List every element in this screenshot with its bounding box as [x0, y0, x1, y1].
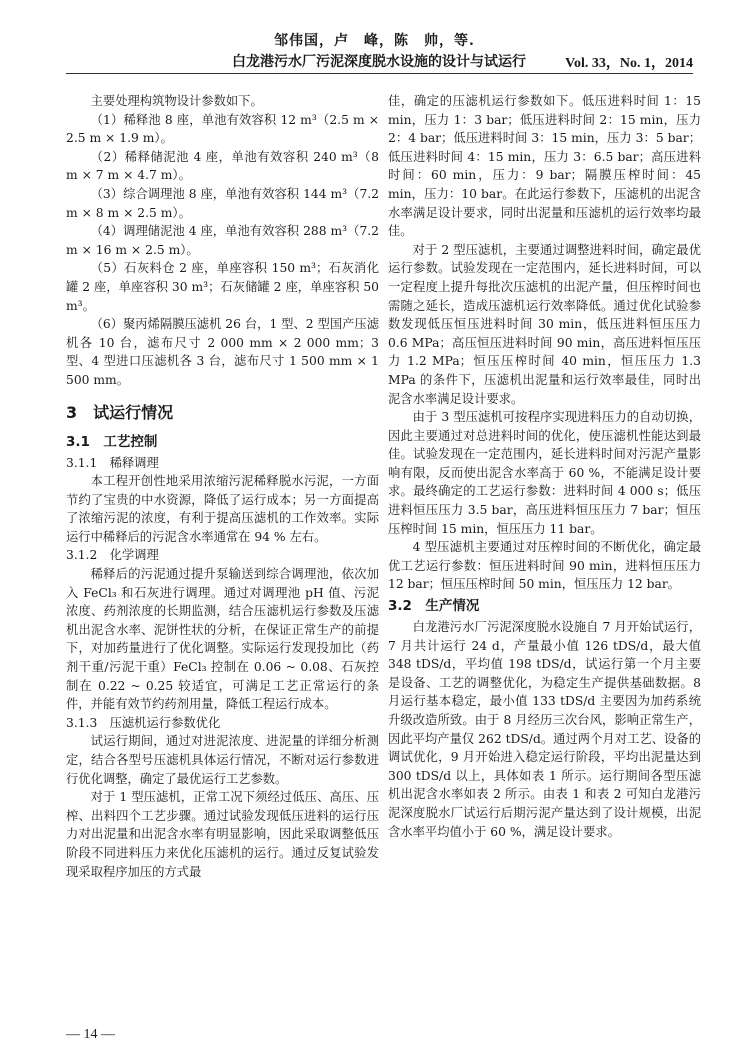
- subsubsection-heading-3-1-2: 3.1.2 化学调理: [66, 548, 159, 563]
- paragraph-production: 白龙港污水厂污泥深度脱水设施自 7 月开始试运行，7 月共计运行 24 d，产量最小值 126 tDS/d，最大值 348 tDS/d，平均值 198 tDS/d，试运行第一个月主要是设备、工艺的调整优化，为稳定生产提供基础数据。8 月运行基本稳定，最小值 133 tDS/d 主要因为加药系统升级改造所致。由于 8 月经历三次台风，影响正常生产，因此平均产量仅 262 tDS/d。通过两个月对工艺、设备的调试优化，9 月开始进入稳定运行阶段，平均出泥量达到 300 tDS/d 以上，具体如表 1 所示。运行期间各型压滤机出泥含水率如表 2 所示。由表 1 和表 2 可知白龙港污泥深度脱水厂试运行后期污泥产量达到了设计规模，出泥含水率平均值小于 60 %，满足设计要求。: [388, 620, 701, 839]
- paragraph-type1: 对于 1 型压滤机，正常工况下须经过低压、高压、压榨、出料四个工艺步骤。通过试验发现低压进料的运行压力对出泥量和出泥含水率有明显影响，因此采取调整低压阶段不同进料压力来优化压滤机的运行。通过反复试验发现采取程序加压的方式最: [66, 790, 379, 879]
- design-param-item: （2）稀释储泥池 4 座，单池有效容积 240 m³（8 m × 7 m × 4.7 m）。: [66, 149, 379, 183]
- right-column: [388, 92, 701, 841]
- page-number: — 14 —: [66, 1027, 115, 1042]
- paragraph-type1-cont: 佳，确定的压滤机运行参数如下。低压进料时间 1：15 min，压力 1：3 bar；低压进料时间 2：15 min，压力 2：4 bar；低压进料时间 3：15 min，压力 3：5 bar；低压进料时间 4：15 min，压力 3：6.5 bar；高压进料时间：60 min，压力：9 bar；隔膜压榨时间：45 min，压力：10 bar。在此运行参数下，压滤机的出泥含水率满足设计要求，同时出泥量和压滤机的运行效率均最佳。: [388, 94, 701, 239]
- design-param-item: （6）聚丙烯隔膜压滤机 26 台，1 型、2 型国产压滤机各 10 台，滤布尺寸 2 000 mm × 2 000 mm；3 型、4 型进口压滤机各 3 台，滤布尺寸 1 500 mm × 1 500 mm。: [66, 317, 379, 387]
- intro-paragraph: 主要处理构筑物设计参数如下。: [90, 94, 263, 108]
- paragraph-chemical: 稀释后的污泥通过提升泵输送到综合调理池，依次加入 FeCl₃ 和石灰进行调理。通过对调理池 pH 值、污泥浓度、药剂浓度的长期监测，结合压滤机运行参数及压滤机出泥含水率、泥饼性状的分析，在保证正常生产的前提下，对加药量进行了优化调整。实际运行发现投加比（药剂干重/污泥干重）FeCl₃ 控制在 0.06 ~ 0.08、石灰控制在 0.22 ~ 0.25 较适宜，可满足工艺正常运行的条件，并能有效节约药剂用量，降低工程运行成本。: [66, 567, 379, 712]
- subsection-heading-3-2: 3.2 生产情况: [388, 598, 480, 615]
- subsubsection-heading-3-1-1: 3.1.1 稀释调理: [66, 455, 159, 470]
- design-param-item: （5）石灰料仓 2 座，单座容积 150 m³；石灰消化罐 2 座，单座容积 30 m³；石灰储罐 2 座，单座容积 50 m³。: [66, 261, 379, 313]
- running-header-title: 白龙港污水厂污泥深度脱水设施的设计与试运行: [232, 54, 526, 70]
- section-heading-3: 3 试运行情况: [66, 402, 174, 422]
- subsection-heading-3-1: 3.1 工艺控制: [66, 433, 158, 450]
- design-param-item: （3）综合调理池 8 座，单池有效容积 144 m³（7.2 m × 8 m × 2.5 m）。: [66, 186, 379, 220]
- design-param-item: （4）调理储泥池 4 座，单池有效容积 288 m³（7.2 m × 16 m × 2.5 m）。: [66, 224, 379, 257]
- header-rule: [66, 73, 693, 74]
- running-header-authors: 邹伟国，卢 峰，陈 帅，等.: [274, 33, 475, 49]
- subsubsection-heading-3-1-3: 3.1.3 压滤机运行参数优化: [66, 715, 221, 730]
- paragraph-type2: 对于 2 型压滤机，主要通过调整进料时间，确定最优运行参数。试验发现在一定范围内，延长进料时间，可以一定程度上提升每批次压滤机的出泥产量，但压榨时间也需随之延长，造成压滤机运行效率降低。通过优化试验参数发现低压恒压进料时间 30 min，低压进料恒压压力 0.6 MPa；高压恒压进料时间 90 min，高压进料恒压压力 1.2 MPa；恒压压榨时间 40 min，恒压压力 1.3 MPa 的条件下，压滤机出泥量和运行效率最佳，同时出泥含水率满足设计要求。: [388, 242, 701, 406]
- running-header-volume: Vol. 33，No. 1，2014: [565, 56, 693, 71]
- left-column: [66, 92, 379, 881]
- paragraph-dilution: 本工程开创性地采用浓缩污泥稀释脱水污泥，一方面节约了宝贵的中水资源，降低了运行成本；另一方面提高了浓缩污泥的浓度，有利于提高压滤机的工作效率。实际运行中稀释后的污泥含水率通常在 94 % 左右。: [66, 474, 379, 544]
- paragraph-type4: 4 型压滤机主要通过对压榨时间的不断优化，确定最优工艺运行参数：恒压进料时间 90 min，进料恒压压力 12 bar；恒压压榨时间 50 min，恒压压力 12 bar。: [388, 540, 701, 592]
- design-param-item: （1）稀释池 8 座，单池有效容积 12 m³（2.5 m × 2.5 m × 1.9 m）。: [66, 112, 379, 146]
- paragraph-optimization: 试运行期间，通过对进泥浓度、进泥量的详细分析测定，结合各型号压滤机具体运行情况，不断对运行参数进行优化调整，确定了最优运行工艺参数。: [66, 734, 379, 786]
- paragraph-type3: 由于 3 型压滤机可按程序实现进料压力的自动切换，因此主要通过对总进料时间的优化，使压滤机性能达到最佳。试验发现在一定范围内，延长进料时间对污泥产量影响有限，反而使出泥含水率高于 60 %，不能满足设计要求。最终确定的工艺运行参数：进料时间 4 000 s；低压进料恒压压力 3.5 bar，高压进料恒压压力 7 bar；恒压压榨时间 15 min，恒压压力 11 bar。: [388, 410, 701, 536]
